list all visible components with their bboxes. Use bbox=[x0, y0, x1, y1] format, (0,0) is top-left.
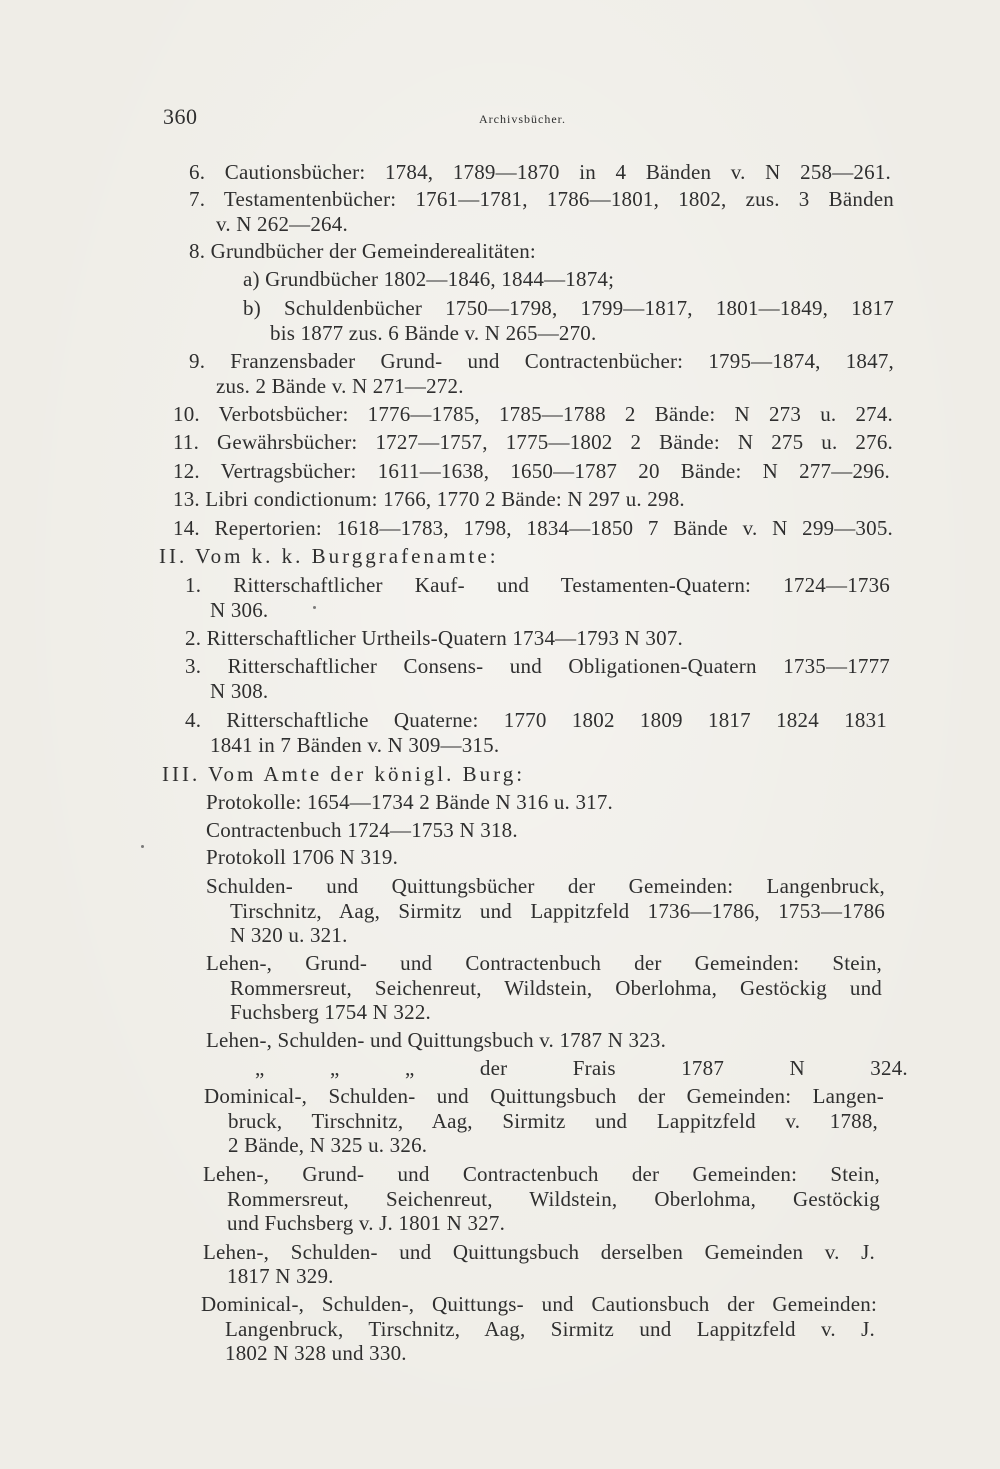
section-3-entry-11-line-3: 1802 N 328 und 330. bbox=[225, 1341, 407, 1365]
page-number: 360 bbox=[163, 104, 198, 129]
section-2-item-4-line-1: 4. Ritterschaftliche Quaterne: 1770 1802 1809 1817 1824 1831 bbox=[185, 708, 887, 732]
page-header bbox=[163, 104, 588, 134]
scan-speck bbox=[313, 606, 316, 609]
item-8b-line-2: bis 1877 zus. 6 Bände v. N 265—270. bbox=[270, 321, 597, 345]
section-3-entry-5-line-3: Fuchsberg 1754 N 322. bbox=[230, 1000, 431, 1024]
section-3-entry-5-line-2: Rommersreut, Seichenreut, Wildstein, Oberlohma, Gestöckig und bbox=[230, 976, 882, 1000]
section-3-entry-8-line-1: Dominical-, Schulden- und Quittungsbuch der Gemeinden: Langen- bbox=[204, 1084, 884, 1108]
section-3-entry-11-line-2: Langenbruck, Tirschnitz, Aag, Sirmitz und Lappitzfeld v. J. bbox=[225, 1317, 875, 1341]
section-3-entry-9-line-2: Rommersreut, Seichenreut, Wildstein, Oberlohma, Gestöckig bbox=[227, 1187, 880, 1211]
section-2-item-3-line-2: N 308. bbox=[210, 679, 269, 703]
section-3-entry-5-line-1: Lehen-, Grund- und Contractenbuch der Gemeinden: Stein, bbox=[206, 951, 882, 975]
item-7-line-2: v. N 262—264. bbox=[216, 212, 348, 236]
item-9-line-2: zus. 2 Bände v. N 271—272. bbox=[216, 374, 464, 398]
section-2-item-4-line-2: 1841 in 7 Bänden v. N 309—315. bbox=[210, 733, 500, 757]
section-3-entry-9-line-3: und Fuchsberg v. J. 1801 N 327. bbox=[227, 1211, 506, 1235]
section-3-entry-9-line-1: Lehen-, Grund- und Contractenbuch der Gemeinden: Stein, bbox=[203, 1162, 880, 1186]
section-3-entry-4-line-3: N 320 u. 321. bbox=[230, 923, 348, 947]
section-3-entry-4-line-2: Tirschnitz, Aag, Sirmitz und Lappitzfeld 1736—1786, 1753—1786 bbox=[230, 899, 885, 923]
running-head: Archivsbücher. bbox=[479, 112, 566, 126]
item-13-line: 13. Libri condictionum: 1766, 1770 2 Bände: N 297 u. 298. bbox=[173, 487, 685, 511]
section-2-item-2-line: 2. Ritterschaftlicher Urtheils-Quatern 1734—1793 N 307. bbox=[185, 626, 683, 650]
item-8a-line: a) Grundbücher 1802—1846, 1844—1874; bbox=[243, 267, 615, 291]
section-2-item-1-line-1: 1. Ritterschaftlicher Kauf- und Testamenten-Quatern: 1724—1736 bbox=[185, 573, 890, 597]
item-9-line-1: 9. Franzensbader Grund- und Contractenbücher: 1795—1874, 1847, bbox=[189, 349, 894, 373]
item-8-line: 8. Grundbücher der Gemeinderealitäten: bbox=[189, 239, 536, 263]
section-2-item-1-line-2: N 306. bbox=[210, 598, 269, 622]
section-3-entry-7: „ „ „ der Frais 1787 N 324. bbox=[255, 1056, 908, 1080]
item-7-line-1: 7. Testamentenbücher: 1761—1781, 1786—1801, 1802, zus. 3 Bänden bbox=[189, 187, 894, 211]
section-3-entry-4-line-1: Schulden- und Quittungsbücher der Gemeinden: Langenbruck, bbox=[206, 874, 885, 898]
section-2-item-3-line-1: 3. Ritterschaftlicher Consens- und Obligationen-Quatern 1735—1777 bbox=[185, 654, 890, 678]
section-3-entry-8-line-2: bruck, Tirschnitz, Aag, Sirmitz und Lappitzfeld v. 1788, bbox=[228, 1109, 878, 1133]
section-3-heading: III. Vom Amte der königl. Burg: bbox=[162, 762, 526, 786]
section-3-entry-2: Contractenbuch 1724—1753 N 318. bbox=[206, 818, 518, 842]
item-11-line: 11. Gewährsbücher: 1727—1757, 1775—1802 2 Bände: N 275 u. 276. bbox=[173, 430, 893, 454]
section-3-entry-6: Lehen-, Schulden- und Quittungsbuch v. 1787 N 323. bbox=[206, 1028, 667, 1052]
section-2-heading: II. Vom k. k. Burggrafenamte: bbox=[159, 544, 499, 568]
item-10-line: 10. Verbotsbücher: 1776—1785, 1785—1788 2 Bände: N 273 u. 274. bbox=[173, 402, 893, 426]
section-3-entry-10-line-1: Lehen-, Schulden- und Quittungsbuch derselben Gemeinden v. J. bbox=[203, 1240, 875, 1264]
scan-speck bbox=[141, 845, 144, 848]
item-8b-line-1: b) Schuldenbücher 1750—1798, 1799—1817, 1801—1849, 1817 bbox=[243, 296, 894, 320]
item-14-line: 14. Repertorien: 1618—1783, 1798, 1834—1850 7 Bände v. N 299—305. bbox=[173, 516, 893, 540]
section-3-entry-3: Protokoll 1706 N 319. bbox=[206, 845, 399, 869]
item-12-line: 12. Vertragsbücher: 1611—1638, 1650—1787 20 Bände: N 277—296. bbox=[173, 459, 890, 483]
section-3-entry-10-line-2: 1817 N 329. bbox=[227, 1264, 334, 1288]
section-3-entry-8-line-3: 2 Bände, N 325 u. 326. bbox=[228, 1133, 428, 1157]
section-3-entry-1: Protokolle: 1654—1734 2 Bände N 316 u. 317. bbox=[206, 790, 613, 814]
item-6-line: 6. Cautionsbücher: 1784, 1789—1870 in 4 Bänden v. N 258—261. bbox=[189, 160, 891, 184]
section-3-entry-11-line-1: Dominical-, Schulden-, Quittungs- und Cautionsbuch der Gemeinden: bbox=[201, 1292, 877, 1316]
